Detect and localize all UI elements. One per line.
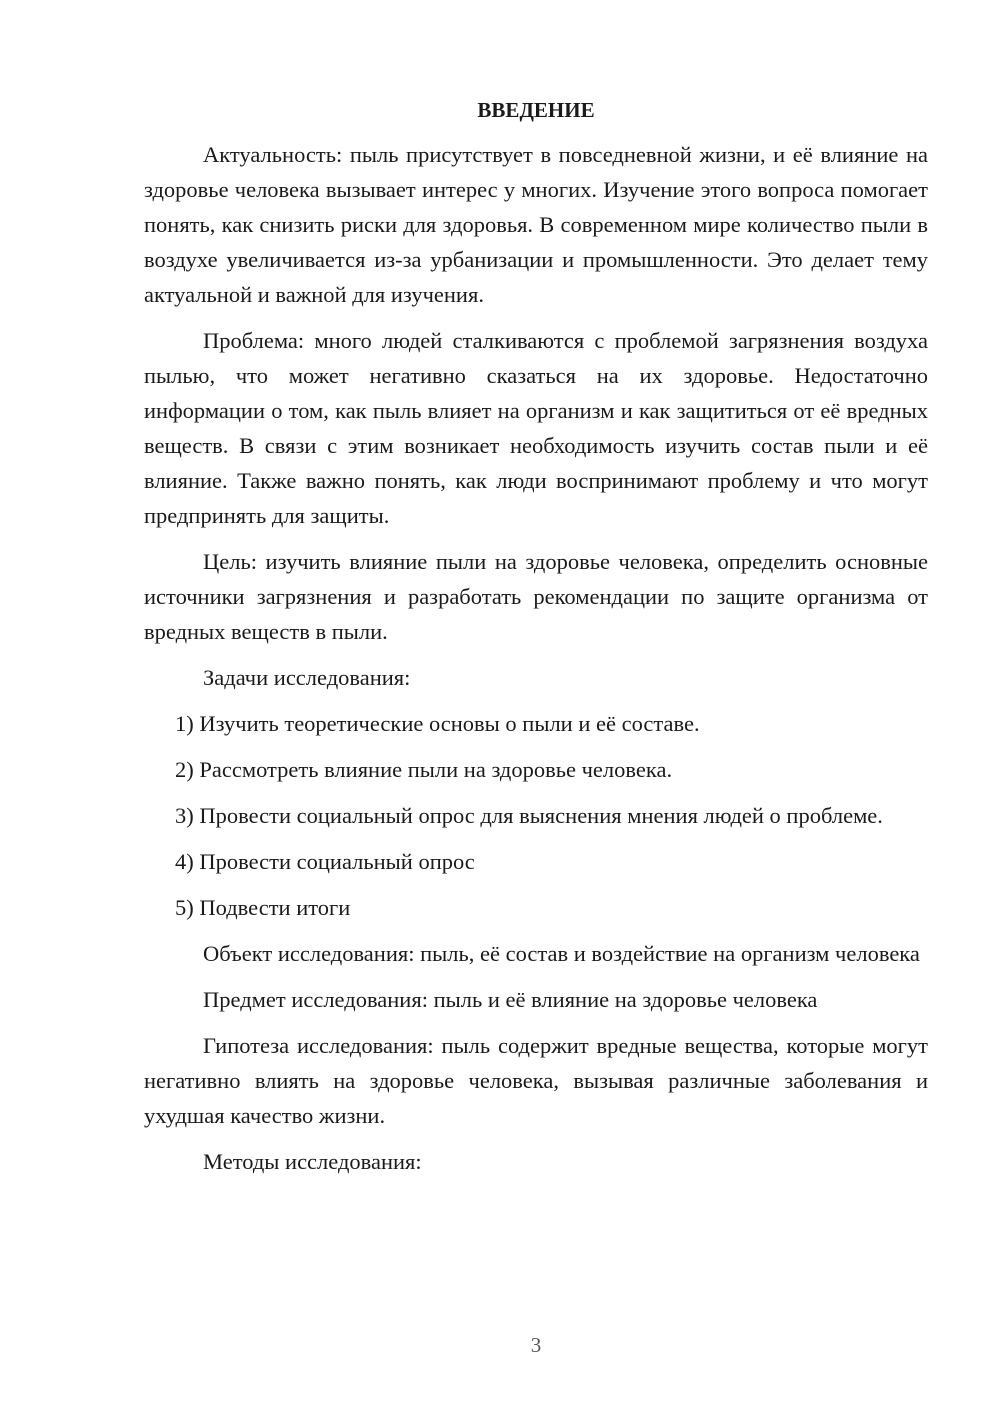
page-number: 3 <box>530 1333 542 1357</box>
hypothesis-paragraph: Гипотеза исследования: пыль содержит вредные вещества, которые могут негативно влиять на здоровье человека, вызывая различные заболевания и ухудшая качество жизни. <box>144 1033 928 1128</box>
task-item-3: 3) Провести социальный опрос для выяснения мнения людей о проблеме. <box>175 803 883 828</box>
page-content <box>144 93 928 1190</box>
relevance-paragraph: Актуальность: пыль присутствует в повседневной жизни, и её влияние на здоровье человека вызывает интерес у многих. Изучение этого вопроса помогает понять, как снизить риски для здоровья. В современном мире количество пыли в воздухе увеличивается из-за урбанизации и промышленности. Это делает тему актуальной и важной для изучения. <box>144 142 928 307</box>
tasks-heading: Задачи исследования: <box>203 665 411 690</box>
task-item-1: 1) Изучить теоретические основы о пыли и её составе. <box>175 711 700 736</box>
goal-paragraph: Цель: изучить влияние пыли на здоровье человека, определить основные источники загрязнения и разработать рекомендации по защите организма от вредных веществ в пыли. <box>144 549 928 644</box>
problem-paragraph: Проблема: много людей сталкиваются с проблемой загрязнения воздуха пылью, что может негативно сказаться на их здоровье. Недостаточно информации о том, как пыль влияет на организм и как защититься от её вредных веществ. В связи с этим возникает необходимость изучить состав пыли и её влияние. Также важно понять, как люди воспринимают проблему и что могут предпринять для защиты. <box>144 328 928 528</box>
section-title: ВВЕДЕНИЕ <box>477 98 595 122</box>
task-item-4: 4) Провести социальный опрос <box>175 849 475 874</box>
object-paragraph: Объект исследования: пыль, её состав и воздействие на организм человека <box>203 941 920 966</box>
subject-paragraph: Предмет исследования: пыль и её влияние на здоровье человека <box>203 987 818 1012</box>
methods-heading: Методы исследования: <box>203 1149 422 1174</box>
tasks-list <box>144 706 928 925</box>
task-item-2: 2) Рассмотреть влияние пыли на здоровье человека. <box>175 757 673 782</box>
task-item-5: 5) Подвести итоги <box>175 895 351 920</box>
